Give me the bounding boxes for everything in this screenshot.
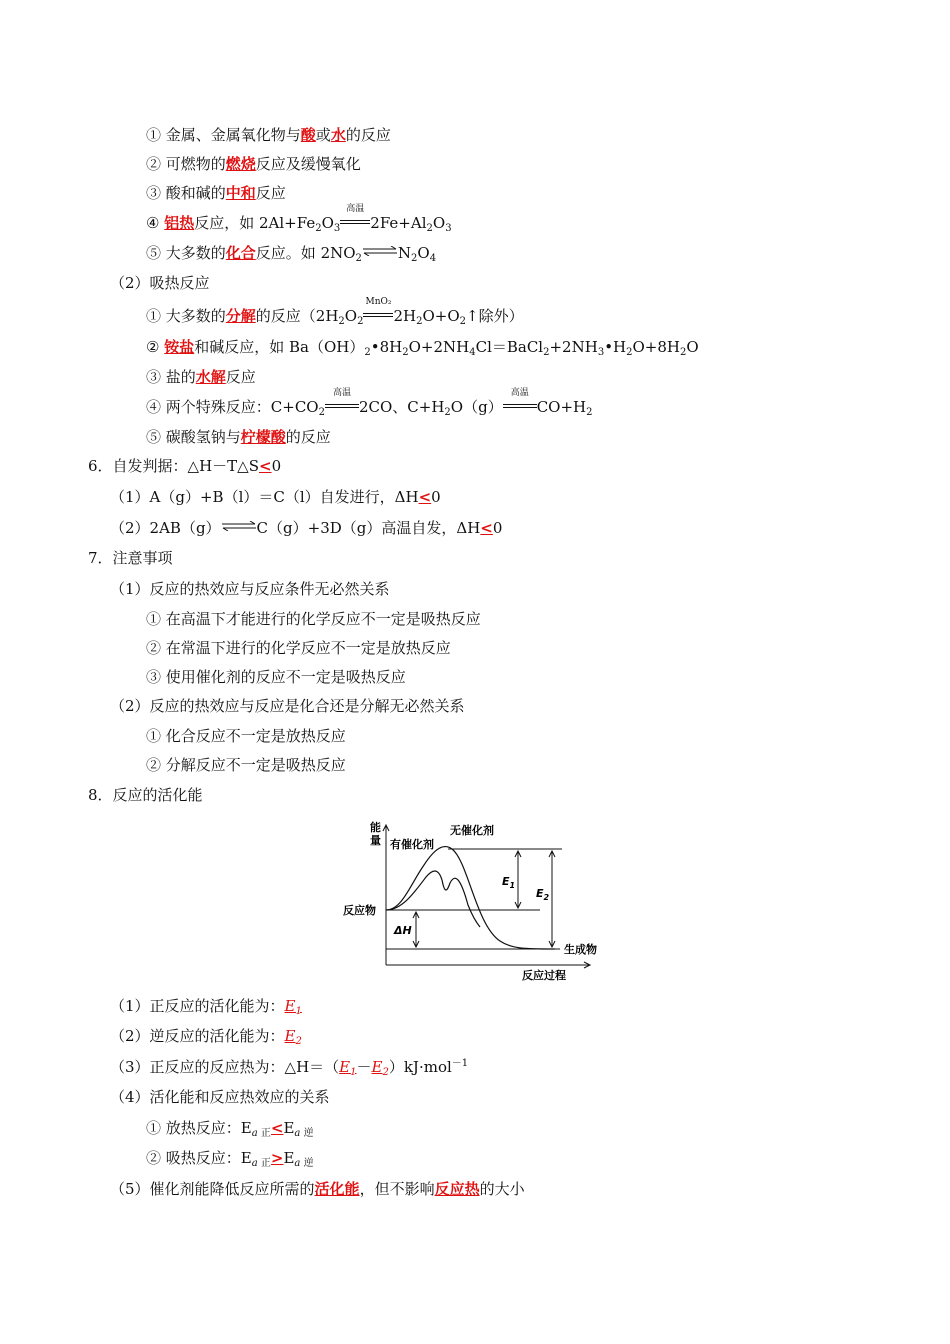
section-7-a3: ③ 使用催化剂的反应不一定是吸热反应 xyxy=(146,668,406,686)
endo-item-4: ④ 两个特殊反应：$C+CO_2$ 高温 2CO、$C+H_2O(g)$ 高温 $CO+H_2$ xyxy=(146,388,593,418)
uncatalyzed-label: 无催化剂 xyxy=(450,824,494,837)
exo-item-4: ④ 铝热反应，如 $2Al+Fe_2O_3$ 高温 $2Fe+Al_2O_3$ xyxy=(146,204,452,234)
q3-line: （3）正反应的反应热为：$\triangle H=(E_1-E_2)kJ\cdot mol^{-1}$ xyxy=(110,1058,469,1078)
exo-item-5: ⑤ 大多数的化合反应。如 $2NO_2$ $N_2O_4$ xyxy=(146,244,437,264)
endo-item-5: ⑤ 碳酸氢钠与柠檬酸的反应 xyxy=(146,428,331,446)
endo-item-3: ③ 盐的水解反应 xyxy=(146,368,256,386)
q1-line: （1）正反应的活化能为：$E_1$ xyxy=(110,997,302,1017)
section-7-b: （2）反应的热效应与反应是化合还是分解无必然关系 xyxy=(110,697,465,715)
delta-h-label: ΔH xyxy=(394,924,412,937)
exo-item-2: ② 可燃物的燃烧反应及缓慢氧化 xyxy=(146,155,361,173)
condition-arrow: 高温 xyxy=(503,397,537,417)
section-6-line-1: （1）A（g）+B（l）＝C（l）自发进行，ΔH<0 xyxy=(110,488,441,506)
section-6-line-2: （2）2AB（g） C（g）+3D（g）高温自发，ΔH<0 xyxy=(110,519,503,537)
section-7-title: 7．注意事项 xyxy=(88,549,173,567)
reversible-arrow-icon xyxy=(221,521,257,531)
q5-line: （5）催化剂能降低反应所需的活化能，但不影响反应热的大小 xyxy=(110,1180,525,1198)
catalyzed-label: 有催化剂 xyxy=(390,838,434,851)
q4-endo: ② 吸热反应：$E_{a 正}>E_{a 逆}$ xyxy=(146,1149,314,1169)
e1-label: $E_1$ xyxy=(502,875,516,890)
q2-line: （2）逆反应的活化能为：$E_2$ xyxy=(110,1027,302,1047)
condition-arrow: MnO₂ xyxy=(363,306,393,326)
product-label: 生成物 xyxy=(564,943,597,956)
endo-item-2: ② 铵盐和碱反应，如 $Ba(OH)_2•8H_2O+2NH_4Cl=BaCl_2+2NH_3•H_2O+8H_2O$ xyxy=(146,338,699,358)
section-8-title: 8．反应的活化能 xyxy=(88,786,203,804)
section-7-a2: ② 在常温下进行的化学反应不一定是放热反应 xyxy=(146,639,451,657)
reversible-arrow-icon xyxy=(362,246,398,256)
q4-line: （4）活化能和反应热效应的关系 xyxy=(110,1088,330,1106)
endo-item-1: ① 大多数的分解的反应（$2H_2O_2$ MnO₂ $2H_2O+O_2↑$除外） xyxy=(146,297,524,327)
x-axis-label: 反应过程 xyxy=(522,969,566,982)
exo-item-1: ① 金属、金属氧化物与酸或水的反应 xyxy=(146,126,391,144)
activation-energy-diagram xyxy=(340,815,610,985)
condition-arrow: 高温 xyxy=(325,397,359,417)
y-axis-label-1: 能 xyxy=(370,821,381,834)
reactant-label: 反应物 xyxy=(343,904,376,917)
exo-item-3: ③ 酸和碱的中和反应 xyxy=(146,184,286,202)
section-7-b2: ② 分解反应不一定是吸热反应 xyxy=(146,756,346,774)
q4-exo: ① 放热反应：$E_{a 正}<E_{a 逆}$ xyxy=(146,1119,314,1139)
section-7-b1: ① 化合反应不一定是放热反应 xyxy=(146,727,346,745)
endo-title: （2）吸热反应 xyxy=(110,274,210,292)
section-6-title: 6．自发判据：△H－T△S<0 xyxy=(88,457,282,475)
section-7-a: （1）反应的热效应与反应条件无必然关系 xyxy=(110,580,390,598)
condition-arrow: 高温 xyxy=(340,213,370,233)
e2-label: $E_2$ xyxy=(536,887,550,902)
y-axis-label-2: 量 xyxy=(370,834,381,847)
section-7-a1: ① 在高温下才能进行的化学反应不一定是吸热反应 xyxy=(146,610,481,628)
